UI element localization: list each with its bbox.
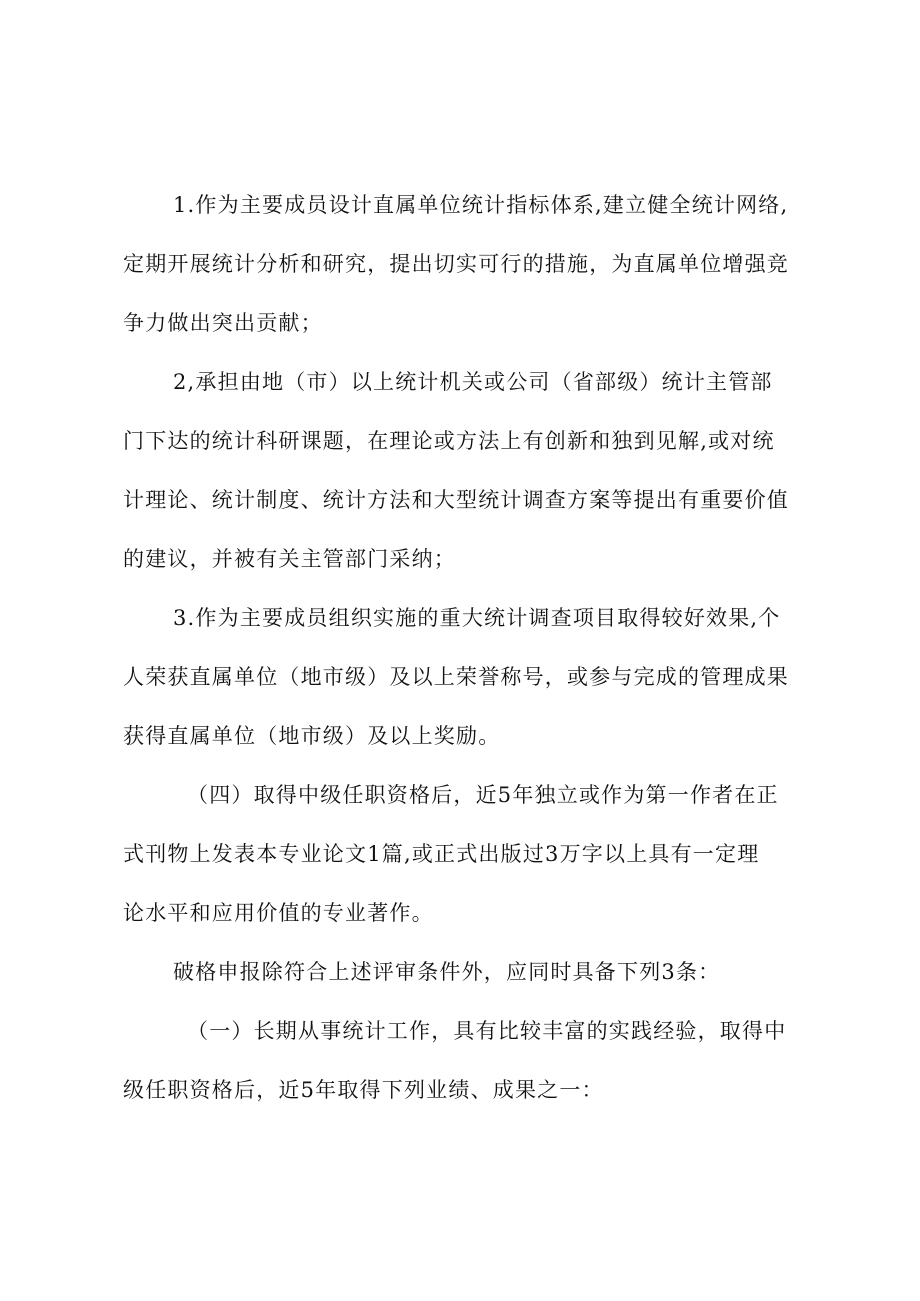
- text-line: 人荣获直属单位（地市级）及以上荣誉称号，或参与完成的管理成果: [123, 665, 789, 689]
- text-line: 3.作为主要成员组织实施的重大统计调查项目取得较好效果,个: [173, 606, 781, 630]
- text-line: 式刊物上发表本专业论文1篇,或正式出版过3万字以上具有一定理: [123, 842, 760, 866]
- paragraph-section-1: [123, 1002, 813, 1120]
- paragraph-section-4: [123, 766, 813, 943]
- text-line: 的建议，并被有关主管部门采纳；: [123, 547, 456, 571]
- text-line: （四）取得中级任职资格后，近5年独立或作为第一作者在正: [187, 783, 779, 807]
- text-line: 门下达的统计科研课题，在理论或方法上有创新和独到见解,或对统: [123, 429, 775, 453]
- text-line: 论水平和应用价值的专业著作。: [123, 901, 434, 925]
- text-line: 破格申报除符合上述评审条件外，应同时具备下列3条：: [173, 960, 721, 984]
- paragraph-item-1: [123, 176, 813, 353]
- text-line: 获得直属单位（地市级）及以上奖励。: [123, 724, 501, 748]
- text-line: 级任职资格后，近5年取得下列业绩、成果之一：: [123, 1078, 604, 1102]
- text-line: 计理论、统计制度、统计方法和大型统计调查方案等提出有重要价值: [123, 488, 789, 512]
- text-line: 争力做出突出贡献；: [123, 311, 323, 335]
- paragraph-item-2: [123, 353, 813, 589]
- text-line: （一）长期从事统计工作，具有比较丰富的实践经验，取得中: [187, 1019, 787, 1043]
- text-line: 1.作为主要成员设计直属单位统计指标体系,建立健全统计网络,: [173, 193, 789, 217]
- text-line: 定期开展统计分析和研究，提出切实可行的措施，为直属单位增强竞: [123, 252, 789, 276]
- text-line: 2,承担由地（市）以上统计机关或公司（省部级）统计主管部: [173, 370, 773, 394]
- paragraph-item-3: [123, 589, 813, 766]
- paragraph-exception-intro: [123, 943, 813, 1002]
